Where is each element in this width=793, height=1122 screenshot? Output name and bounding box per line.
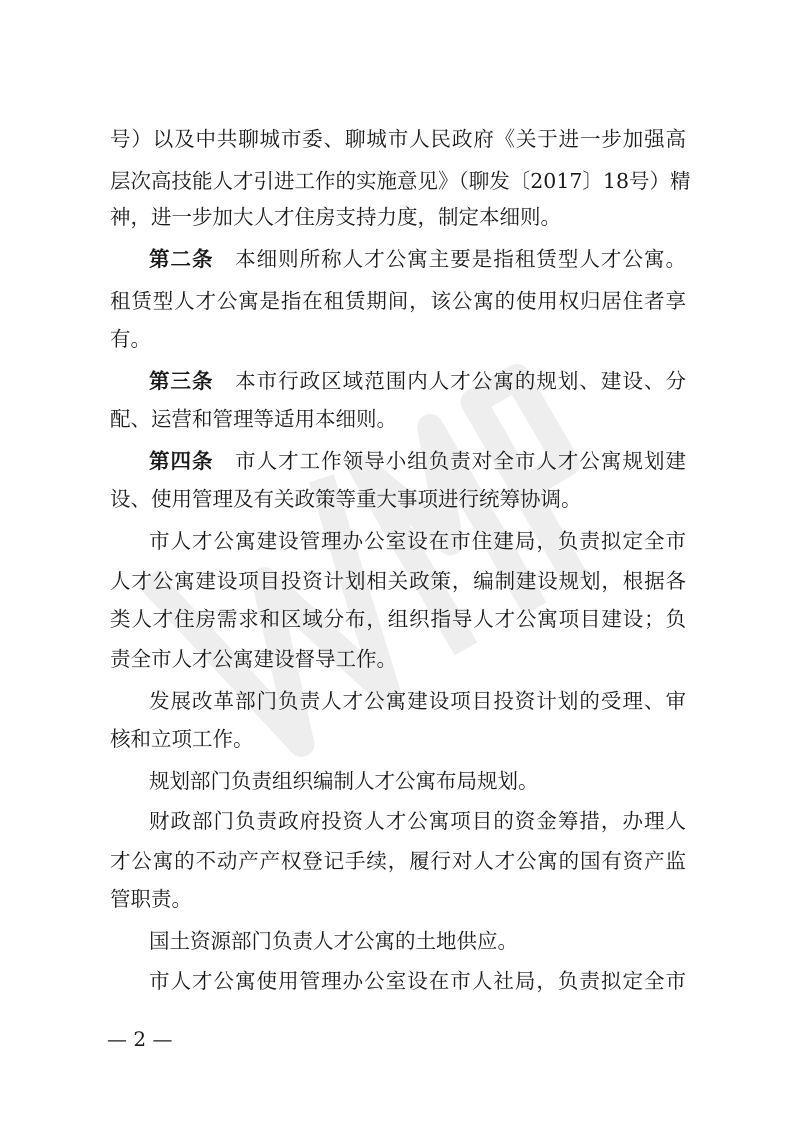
text-line: 市人才公寓建设管理办公室设在市住建局，负责拟定全市 [149,529,686,553]
text-line: 本细则所称人才公寓主要是指租赁型人才公寓。 [213,247,686,271]
text-line: 层次高技能人才引进工作的实施意见》（聊发〔2017〕18号）精 [110,169,691,193]
text-line: 号）以及中共聊城市委、聊城市人民政府《关于进一步加强高 [110,127,686,151]
text-line: 财政部门负责政府投资人才公寓项目的资金筹措，办理人 [149,809,686,833]
text-line: 市人才公寓使用管理办公室设在市人社局，负责拟定全市 [149,969,686,993]
text-line: 责全市人才公寓建设督导工作。 [110,647,397,671]
text-line: 发展改革部门负责人才公寓建设项目投资计划的受理、审 [149,689,686,713]
text-line: 有。 [110,327,151,351]
text-line: 国土资源部门负责人才公寓的土地供应。 [149,929,518,953]
text-line: 管职责。 [110,887,192,911]
text-line: 规划部门负责组织编制人才公寓布局规划。 [149,769,539,793]
text-line: 才公寓的不动产产权登记手续，履行对人才公寓的国有资产监 [110,849,686,873]
article-heading: 第三条 [149,369,214,393]
article-first-line [149,242,686,276]
article-first-line [149,364,686,398]
text-line: 配、运营和管理等适用本细则。 [110,407,397,431]
article-heading: 第二条 [149,247,214,271]
text-line: 设、使用管理及有关政策等重大事项进行统筹协调。 [110,487,582,511]
text-line: 类人才住房需求和区域分布，组织指导人才公寓项目建设；负 [110,607,686,631]
page-number: — 2 — [107,1027,173,1051]
text-line: 本市行政区域范围内人才公寓的规划、建设、分 [213,369,686,393]
article-first-line [149,444,686,478]
text-line: 核和立项工作。 [110,727,254,751]
text-line: 市人才工作领导小组负责对全市人才公寓规划建 [213,449,686,473]
article-heading: 第四条 [149,449,214,473]
text-line: 神，进一步加大人才住房支持力度，制定本细则。 [110,205,561,229]
text-line: 租赁型人才公寓是指在租赁期间，该公寓的使用权归居住者享 [110,289,686,313]
text-line: 人才公寓建设项目投资计划相关政策，编制建设规划，根据各 [110,569,686,593]
